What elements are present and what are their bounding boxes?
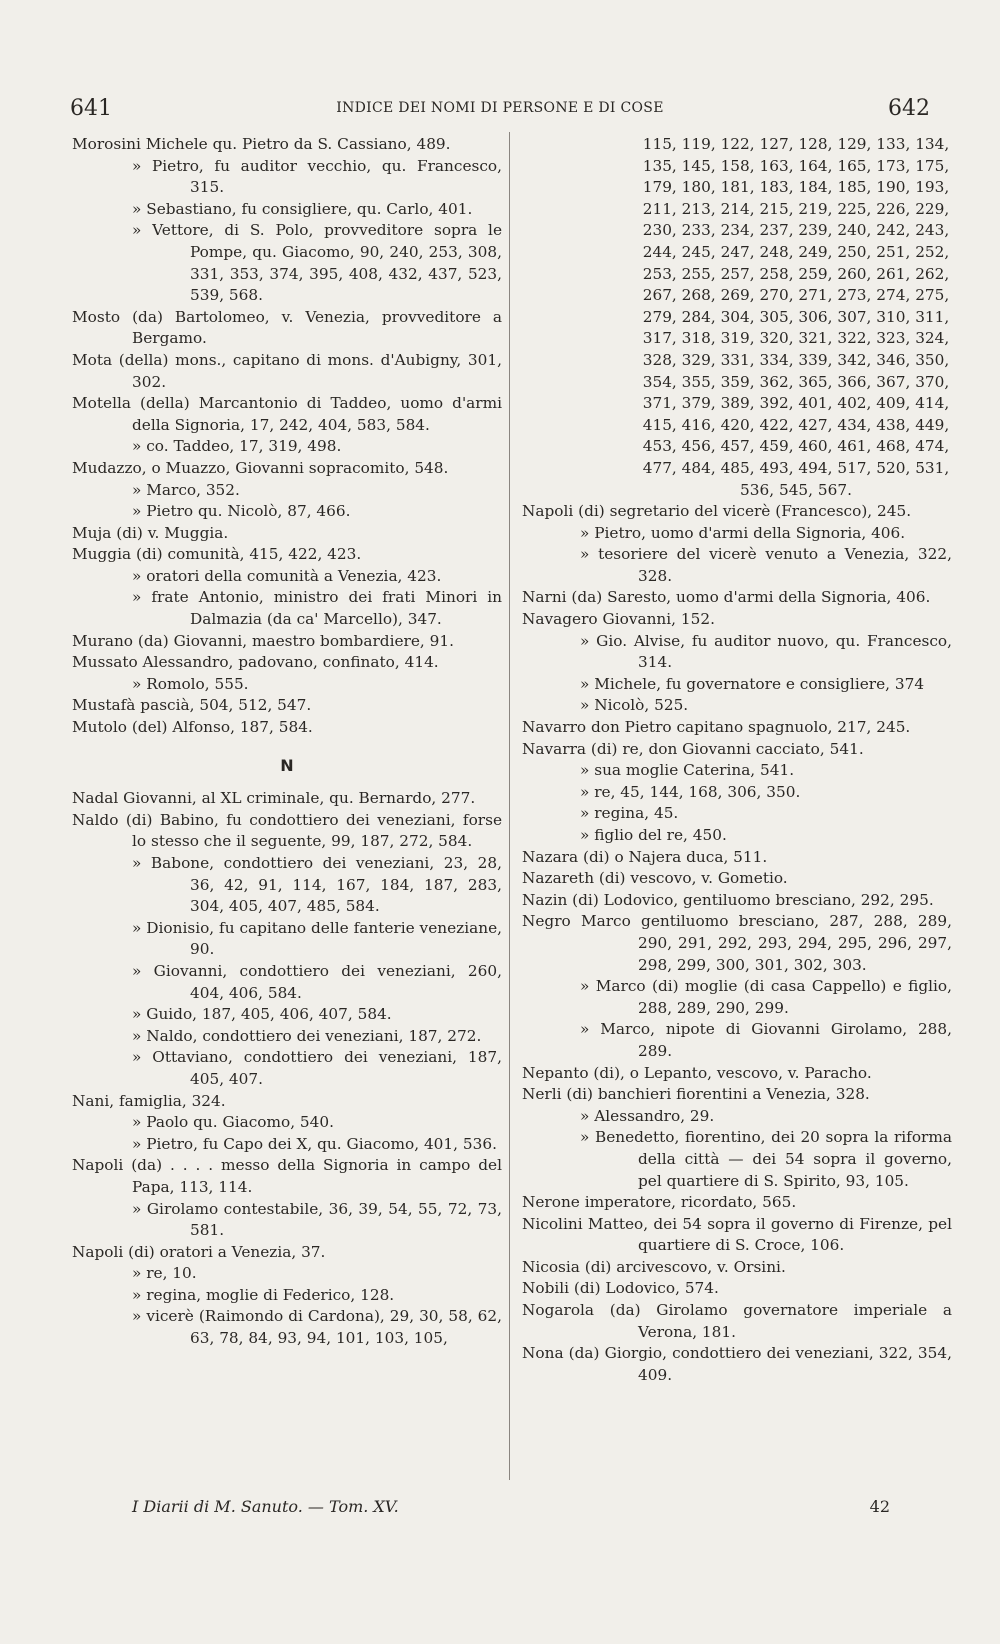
- index-entry: Nadal Giovanni, al XL criminale, qu. Bernardo, 277.: [72, 789, 476, 808]
- index-entry: Nepanto (di), o Lepanto, vescovo, v. Paracho.: [522, 1063, 872, 1082]
- index-subentry: » regina, 45.: [580, 804, 679, 823]
- index-entry: Napoli (di) oratori a Venezia, 37.: [72, 1242, 326, 1261]
- index-subentry: » Romolo, 555.: [132, 674, 249, 693]
- index-subentry: » regina, moglie di Federico, 128.: [132, 1285, 395, 1304]
- index-entry: Mudazzo, o Muazzo, Giovanni sopracomito, 548.: [72, 458, 449, 477]
- index-entry: Nogarola (da) Girolamo governatore imperiale a Verona, 181.: [522, 1301, 952, 1341]
- page-footer: [70, 1497, 930, 1527]
- index-subentry: » Marco, 352.: [132, 480, 240, 499]
- signature-line: I Diarii di M. Sanuto. — Tom. XV.: [132, 1497, 399, 1516]
- index-subentry: » frate Antonio, ministro dei frati Minori in Dalmazia (da ca' Marcello), 347.: [132, 588, 502, 629]
- page-header: [70, 96, 930, 122]
- index-entry: Morosini Michele qu. Pietro da S. Cassiano, 489.: [72, 135, 451, 153]
- index-entry: Muggia (di) comunità, 415, 422, 423.: [72, 545, 362, 564]
- index-entry: Nani, famiglia, 324.: [72, 1091, 226, 1110]
- index-subentry: » Pietro, uomo d'armi della Signoria, 406.: [580, 523, 906, 542]
- index-subentry: » Naldo, condottiero dei veneziani, 187, 272.: [132, 1026, 482, 1045]
- page-number-left: 641: [70, 96, 112, 121]
- left-column: [72, 134, 502, 1350]
- index-subentry: » Marco (di) moglie (di casa Cappello) e figlio, 288, 289, 290, 299.: [580, 977, 952, 1017]
- index-subentry: » Vettore, di S. Polo, provveditore sopra le Pompe, qu. Giacomo, 90, 240, 253, 308, 331, 353, 374, 395, 408, 432, 437, 523, 539, 568.: [132, 221, 502, 305]
- index-entry: Narni (da) Saresto, uomo d'armi della Signoria, 406.: [522, 588, 931, 607]
- index-subentry: » oratori della comunità a Venezia, 423.: [132, 566, 442, 585]
- index-entry: Nicosia (di) arcivescovo, v. Orsini.: [522, 1257, 786, 1276]
- index-entry: Nicolini Matteo, dei 54 sopra il governo di Firenze, pel quartiere di S. Croce, 106.: [522, 1214, 952, 1255]
- index-subentry: » Dionisio, fu capitano delle fanterie veneziane, 90.: [132, 918, 502, 959]
- index-subentry: » figlio del re, 450.: [580, 826, 727, 844]
- index-entry: 115, 119, 122, 127, 128, 129, 133, 134, 135, 145, 158, 163, 164, 165, 173, 175, 179, 180, 181, 183, 184, 185, 190, 193, 211, 213, 214, 215, 219, 225, 226, 229, 230, 233, 234, 237, 239, 240, 242, 243, 244, 245, 247, 248, 249, 250, 251, 252, 253, 255, 257, 258, 259, 260, 261, 262, 267, 268, 269, 270, 271, 273, 274, 275, 279, 284, 304, 305, 306, 307, 310, 311, 317, 318, 319, 320, 321, 322, 323, 324, 328, 329, 331, 334, 339, 342, 346, 350, 354, 355, 359, 362, 365, 366, 367, 370, 371, 379, 389, 392, 401, 402, 409, 414, 415, 416, 420, 422, 427, 434, 438, 449, 453, 456, 457, 459, 460, 461, 468, 474, 477, 484, 485, 493, 494, 517, 520, 531, 536, 545, 567.: [642, 135, 950, 499]
- index-subentry: » Marco, nipote di Giovanni Girolamo, 288, 289.: [580, 1020, 952, 1060]
- index-entry: Nona (da) Giorgio, condottiero dei veneziani, 322, 354, 409.: [522, 1344, 952, 1384]
- index-subentry: » Pietro, fu Capo dei X, qu. Giacomo, 401, 536.: [132, 1134, 497, 1153]
- index-entry: Navagero Giovanni, 152.: [522, 610, 715, 629]
- index-subentry: » re, 45, 144, 168, 306, 350.: [580, 782, 801, 801]
- page-number-right: 642: [888, 96, 930, 121]
- index-entry: Murano (da) Giovanni, maestro bombardiere, 91.: [72, 631, 454, 650]
- index-entry: Nerone imperatore, ricordato, 565.: [522, 1193, 797, 1212]
- index-entry: Naldo (di) Babino, fu condottiero dei veneziani, forse lo stesso che il seguente, 99, 187, 272, 584.: [72, 810, 502, 851]
- index-entry: Nerli (di) banchieri fiorentini a Venezia, 328.: [522, 1085, 870, 1104]
- index-subentry: » Ottaviano, condottiero dei veneziani, 187, 405, 407.: [132, 1048, 502, 1088]
- index-subentry: » Giovanni, condottiero dei veneziani, 260, 404, 406, 584.: [132, 961, 502, 1002]
- index-subentry: » Pietro qu. Nicolò, 87, 466.: [132, 502, 351, 521]
- sheet-number: 42: [869, 1497, 890, 1516]
- index-subentry: » tesoriere del vicerè venuto a Venezia, 322, 328.: [580, 545, 952, 585]
- index-entry: Navarra (di) re, don Giovanni cacciato, 541.: [522, 739, 864, 758]
- index-entry: Muja (di) v. Muggia.: [72, 523, 229, 542]
- index-entry: Nobili (di) Lodovico, 574.: [522, 1279, 719, 1298]
- right-column: [522, 134, 952, 1386]
- index-subentry: » co. Taddeo, 17, 319, 498.: [132, 437, 342, 456]
- index-entry: Nazara (di) o Najera duca, 511.: [522, 847, 768, 866]
- index-subentry: » Nicolò, 525.: [580, 696, 689, 715]
- column-divider: [509, 132, 510, 1480]
- index-entry: Mutolo (del) Alfonso, 187, 584.: [72, 718, 313, 737]
- index-entry: Motella (della) Marcantonio di Taddeo, uomo d'armi della Signoria, 17, 242, 404, 583, 584.: [72, 394, 502, 434]
- running-title: INDICE DEI NOMI DI PERSONE E DI COSE: [336, 100, 664, 116]
- index-subentry: » re, 10.: [132, 1264, 197, 1283]
- index-entry: Negro Marco gentiluomo bresciano, 287, 288, 289, 290, 291, 292, 293, 294, 295, 296, 297, 298, 299, 300, 301, 302, 303.: [522, 912, 952, 974]
- index-entry: Navarro don Pietro capitano spagnuolo, 217, 245.: [522, 718, 911, 737]
- index-entry: Nazareth (di) vescovo, v. Gometio.: [522, 869, 788, 888]
- index-entry: Napoli (di) segretario del vicerè (Francesco), 245.: [522, 502, 912, 521]
- index-subentry: » Michele, fu governatore e consigliere, 374: [580, 674, 925, 693]
- index-subentry: » Paolo qu. Giacomo, 540.: [132, 1113, 334, 1132]
- index-entry: Mussato Alessandro, padovano, confinato, 414.: [72, 653, 439, 672]
- index-subentry: » Guido, 187, 405, 406, 407, 584.: [132, 1005, 392, 1024]
- index-entry: Mustafà pascià, 504, 512, 547.: [72, 696, 312, 715]
- index-subentry: » Girolamo contestabile, 36, 39, 54, 55, 72, 73, 581.: [132, 1199, 502, 1240]
- index-entry: Mosto (da) Bartolomeo, v. Venezia, provveditore a Bergamo.: [72, 307, 502, 348]
- index-subentry: » sua moglie Caterina, 541.: [580, 761, 795, 780]
- index-subentry: » vicerè (Raimondo di Cardona), 29, 30, 58, 62, 63, 78, 84, 93, 94, 101, 103, 105,: [132, 1307, 502, 1348]
- index-subentry: » Gio. Alvise, fu auditor nuovo, qu. Francesco, 314.: [580, 631, 952, 672]
- index-entry: Nazin (di) Lodovico, gentiluomo bresciano, 292, 295.: [522, 890, 934, 909]
- index-entry: Napoli (da) . . . . messo della Signoria in campo del Papa, 113, 114.: [72, 1156, 502, 1196]
- index-subentry: » Babone, condottiero dei veneziani, 23, 28, 36, 42, 91, 114, 167, 184, 187, 283, 304, 405, 407, 485, 584.: [132, 854, 502, 916]
- index-subentry: » Alessandro, 29.: [580, 1106, 715, 1125]
- index-subentry: » Sebastiano, fu consigliere, qu. Carlo, 401.: [132, 199, 473, 218]
- index-subentry: » Benedetto, fiorentino, dei 20 sopra la riforma della città — dei 54 sopra il governo, pel quartiere di S. Spirito, 93, 105.: [580, 1128, 952, 1190]
- section-letter: N: [280, 755, 294, 775]
- index-subentry: » Pietro, fu auditor vecchio, qu. Francesco, 315.: [132, 156, 502, 197]
- index-entry: Mota (della) mons., capitano di mons. d'Aubigny, 301, 302.: [72, 350, 502, 391]
